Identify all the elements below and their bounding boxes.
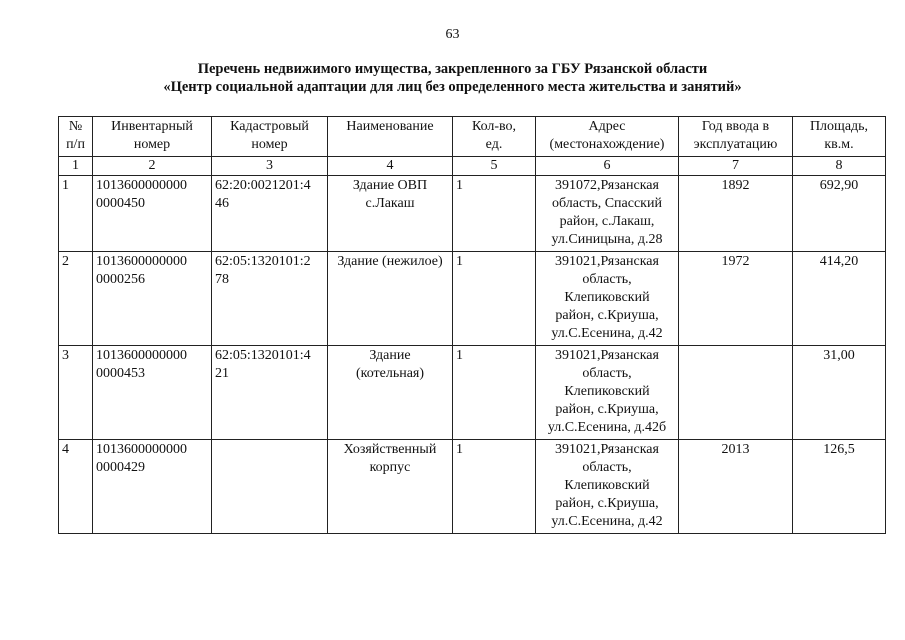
cell-address bbox=[536, 346, 679, 440]
cell-inventory-number bbox=[93, 440, 212, 534]
cell-cadastral-number-line: 46 bbox=[215, 196, 229, 211]
cell-inventory-number-line: 0000453 bbox=[96, 366, 145, 381]
cell-address-line: Клепиковский bbox=[564, 478, 650, 493]
cell-cadastral-number bbox=[212, 440, 328, 534]
cell-name-line: Здание bbox=[369, 348, 411, 363]
cell-name-line: корпус bbox=[369, 460, 411, 475]
cell-name-line: с.Лакаш bbox=[365, 196, 415, 211]
header-address: Адрес (местонахождение) bbox=[536, 117, 679, 157]
cell-inventory-number-line: 0000450 bbox=[96, 196, 145, 211]
cell-address-line: 391021,Рязанская bbox=[555, 348, 659, 363]
cell-address-line: Клепиковский bbox=[564, 384, 650, 399]
column-number: 5 bbox=[453, 157, 536, 176]
header-qty: Кол-во, ед. bbox=[453, 117, 536, 157]
cell-name-line: Здание (нежилое) bbox=[337, 254, 443, 269]
table-body bbox=[59, 176, 886, 534]
cell-num: 4 bbox=[59, 440, 93, 534]
cell-name-line: (котельная) bbox=[355, 366, 425, 381]
cell-area: 692,90 bbox=[793, 176, 886, 252]
header-area: Площадь, кв.м. bbox=[793, 117, 886, 157]
cell-year: 2013 bbox=[679, 440, 793, 534]
cell-inventory-number-line: 1013600000000 bbox=[96, 348, 187, 363]
cell-address-line: 391021,Рязанская bbox=[555, 442, 659, 457]
cell-area: 31,00 bbox=[793, 346, 886, 440]
cell-quantity: 1 bbox=[453, 176, 536, 252]
column-number: 4 bbox=[328, 157, 453, 176]
cell-name bbox=[328, 176, 453, 252]
cell-cadastral-number-line: 21 bbox=[215, 366, 229, 381]
column-number: 2 bbox=[93, 157, 212, 176]
cell-year: 1972 bbox=[679, 252, 793, 346]
cell-inventory-number bbox=[93, 176, 212, 252]
cell-address-line: 391021,Рязанская bbox=[555, 254, 659, 269]
table-row bbox=[59, 440, 886, 534]
cell-cadastral-number bbox=[212, 346, 328, 440]
cell-address-line: область, Спасский bbox=[552, 196, 662, 211]
cell-address-line: Клепиковский bbox=[564, 290, 650, 305]
cell-quantity: 1 bbox=[453, 440, 536, 534]
cell-num: 2 bbox=[59, 252, 93, 346]
cell-address bbox=[536, 252, 679, 346]
cell-address bbox=[536, 176, 679, 252]
cell-cadastral-number-line: 62:05:1320101:4 bbox=[215, 348, 311, 363]
header-num: № п/п bbox=[59, 117, 93, 157]
cell-inventory-number-line: 1013600000000 bbox=[96, 254, 187, 269]
cell-name bbox=[328, 252, 453, 346]
cell-address-line: область, bbox=[582, 272, 632, 287]
cell-name bbox=[328, 346, 453, 440]
document-title bbox=[0, 60, 905, 96]
cell-cadastral-number-line: 78 bbox=[215, 272, 229, 287]
page-number: 63 bbox=[445, 27, 460, 42]
cell-cadastral-number-line: 62:05:1320101:2 bbox=[215, 254, 311, 269]
header-year: Год ввода в эксплуатацию bbox=[679, 117, 793, 157]
header-inventory: Инвентарный номер bbox=[93, 117, 212, 157]
title-line-2: «Центр социальной адаптации для лиц без определенного места жительства и занятий» bbox=[163, 79, 742, 95]
cell-inventory-number-line: 1013600000000 bbox=[96, 442, 187, 457]
column-number: 8 bbox=[793, 157, 886, 176]
cell-num: 1 bbox=[59, 176, 93, 252]
cell-address-line: ул.С.Есенина, д.42 bbox=[551, 514, 663, 529]
cell-name-line: Хозяйственный bbox=[343, 442, 437, 457]
column-number: 3 bbox=[212, 157, 328, 176]
table-row bbox=[59, 346, 886, 440]
cell-name-line: Здание ОВП bbox=[352, 178, 428, 193]
header-name: Наименование bbox=[328, 117, 453, 157]
column-number-row bbox=[59, 157, 886, 176]
cell-address-line: ул.С.Есенина, д.42б bbox=[547, 420, 667, 435]
title-line-1: Перечень недвижимого имущества, закрепленного за ГБУ Рязанской области bbox=[197, 61, 708, 77]
cell-num: 3 bbox=[59, 346, 93, 440]
cell-inventory-number-line: 0000429 bbox=[96, 460, 145, 475]
cell-area: 126,5 bbox=[793, 440, 886, 534]
table-header-row bbox=[59, 117, 886, 157]
cell-inventory-number bbox=[93, 346, 212, 440]
table-row bbox=[59, 252, 886, 346]
cell-quantity: 1 bbox=[453, 346, 536, 440]
cell-address-line: ул.Синицына, д.28 bbox=[551, 232, 663, 247]
cell-address-line: район, с.Лакаш, bbox=[559, 214, 655, 229]
table-row bbox=[59, 176, 886, 252]
cell-cadastral-number bbox=[212, 252, 328, 346]
property-table bbox=[58, 116, 886, 534]
header-cadastral: Кадастровый номер bbox=[212, 117, 328, 157]
column-number: 7 bbox=[679, 157, 793, 176]
column-number: 6 bbox=[536, 157, 679, 176]
cell-address-line: область, bbox=[582, 366, 632, 381]
cell-inventory-number-line: 1013600000000 bbox=[96, 178, 187, 193]
cell-address-line: область, bbox=[582, 460, 632, 475]
column-number: 1 bbox=[59, 157, 93, 176]
cell-cadastral-number-line: 62:20:0021201:4 bbox=[215, 178, 311, 193]
cell-year bbox=[679, 346, 793, 440]
cell-inventory-number bbox=[93, 252, 212, 346]
cell-name bbox=[328, 440, 453, 534]
cell-year: 1892 bbox=[679, 176, 793, 252]
cell-address-line: район, с.Криуша, bbox=[555, 308, 659, 323]
cell-address-line: район, с.Криуша, bbox=[555, 496, 659, 511]
cell-area: 414,20 bbox=[793, 252, 886, 346]
cell-address bbox=[536, 440, 679, 534]
cell-address-line: ул.С.Есенина, д.42 bbox=[551, 326, 663, 341]
cell-quantity: 1 bbox=[453, 252, 536, 346]
cell-cadastral-number bbox=[212, 176, 328, 252]
cell-address-line: 391072,Рязанская bbox=[555, 178, 659, 193]
cell-inventory-number-line: 0000256 bbox=[96, 272, 145, 287]
cell-address-line: район, с.Криуша, bbox=[555, 402, 659, 417]
